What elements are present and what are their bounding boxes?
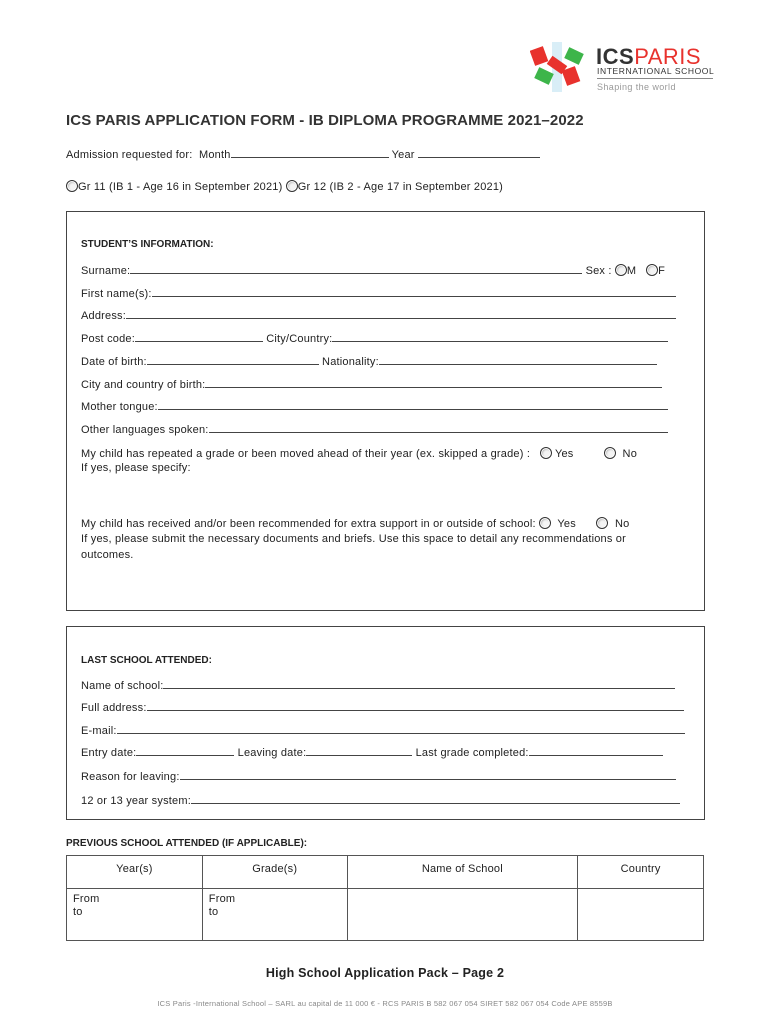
grade-12-radio[interactable] bbox=[286, 180, 298, 192]
page-footer-legal: ICS Paris -International School – SARL au capital de 11 000 € - RCS PARIS B 582 067 054 SIRET 582 067 054 Code APE 8559B bbox=[157, 999, 613, 1008]
support-note-1: If yes, please submit the necessary documents and briefs. Use this space to detail any recommendations or bbox=[81, 533, 626, 545]
school-address-line: Full address: bbox=[81, 701, 684, 714]
sex-female-radio[interactable] bbox=[646, 264, 658, 276]
grade-11-radio[interactable] bbox=[66, 180, 78, 192]
other-languages-field[interactable] bbox=[209, 423, 668, 433]
repeated-no-radio[interactable] bbox=[604, 447, 616, 459]
form-title: ICS PARIS APPLICATION FORM - IB DIPLOMA PROGRAMME 2021–2022 bbox=[66, 112, 584, 129]
column-header-country: Country bbox=[578, 856, 704, 889]
school-name-cell[interactable] bbox=[347, 889, 578, 941]
address-line: Address: bbox=[81, 309, 676, 322]
logo-mark-icon bbox=[530, 42, 590, 94]
support-note-2: outcomes. bbox=[81, 549, 134, 561]
birth-place-line: City and country of birth: bbox=[81, 378, 662, 391]
school-email-field[interactable] bbox=[117, 724, 685, 734]
admission-year-field[interactable] bbox=[418, 148, 540, 158]
logo-divider bbox=[597, 78, 713, 79]
column-header-school-name: Name of School bbox=[347, 856, 578, 889]
leaving-date-field[interactable] bbox=[306, 746, 412, 756]
previous-school-table bbox=[66, 855, 704, 941]
logo-tagline: Shaping the world bbox=[597, 82, 676, 92]
birth-place-field[interactable] bbox=[205, 378, 662, 388]
sex-male-radio[interactable] bbox=[615, 264, 627, 276]
address-field[interactable] bbox=[126, 309, 676, 319]
logo-subtitle: INTERNATIONAL SCHOOL bbox=[597, 66, 715, 76]
year-system-line: 12 or 13 year system: bbox=[81, 794, 680, 807]
first-names-field[interactable] bbox=[152, 287, 676, 297]
other-languages-line: Other languages spoken: bbox=[81, 423, 668, 436]
school-name-line: Name of school: bbox=[81, 679, 675, 692]
school-dates-line: Entry date: Leaving date: Last grade completed: bbox=[81, 746, 663, 759]
post-code-field[interactable] bbox=[135, 332, 263, 342]
student-info-heading: STUDENT’S INFORMATION: bbox=[81, 239, 214, 250]
support-line: My child has received and/or been recommended for extra support in or outside of school: Yes No bbox=[81, 518, 630, 530]
table-header-row bbox=[67, 856, 704, 889]
repeated-grade-line: My child has repeated a grade or been moved ahead of their year (ex. skipped a grade) : Yes No bbox=[81, 448, 638, 460]
school-email-line: E-mail: bbox=[81, 724, 685, 737]
table-row bbox=[67, 889, 704, 941]
mother-tongue-field[interactable] bbox=[158, 400, 668, 410]
postcode-city-line: Post code: City/Country: bbox=[81, 332, 668, 345]
dob-nationality-line: Date of birth: Nationality: bbox=[81, 355, 657, 368]
column-header-grades: Grade(s) bbox=[202, 856, 347, 889]
nationality-field[interactable] bbox=[379, 355, 657, 365]
country-cell[interactable] bbox=[578, 889, 704, 941]
city-country-field[interactable] bbox=[332, 332, 668, 342]
previous-school-heading: PREVIOUS SCHOOL ATTENDED (IF APPLICABLE): bbox=[66, 838, 308, 849]
mother-tongue-line: Mother tongue: bbox=[81, 400, 668, 413]
entry-date-field[interactable] bbox=[136, 746, 234, 756]
support-yes-radio[interactable] bbox=[539, 517, 551, 529]
page-footer-title: High School Application Pack – Page 2 bbox=[265, 966, 505, 980]
grade-options bbox=[66, 180, 503, 193]
admission-month-field[interactable] bbox=[231, 148, 389, 158]
grade-12-label: Gr 12 (IB 2 - Age 17 in September 2021) bbox=[297, 181, 504, 193]
years-cell[interactable]: From to bbox=[67, 889, 203, 941]
repeated-yes-radio[interactable] bbox=[540, 447, 552, 459]
leaving-reason-line: Reason for leaving: bbox=[81, 770, 676, 783]
first-names-line: First name(s): bbox=[81, 287, 676, 300]
year-system-field[interactable] bbox=[191, 794, 680, 804]
surname-line: Surname: Sex : M F bbox=[81, 265, 665, 277]
school-address-field[interactable] bbox=[147, 701, 684, 711]
admission-line: Admission requested for: Month Year bbox=[66, 148, 540, 161]
logo-name: ICSPARIS bbox=[596, 44, 702, 69]
grades-cell[interactable]: From to bbox=[202, 889, 347, 941]
date-of-birth-field[interactable] bbox=[147, 355, 319, 365]
grade-11-label: Gr 11 (IB 1 - Age 16 in September 2021) bbox=[78, 181, 283, 193]
ics-paris-logo bbox=[530, 42, 730, 94]
column-header-years: Year(s) bbox=[67, 856, 203, 889]
repeated-specify-label: If yes, please specify: bbox=[81, 462, 191, 474]
surname-field[interactable] bbox=[130, 264, 582, 274]
support-no-radio[interactable] bbox=[596, 517, 608, 529]
last-school-heading: LAST SCHOOL ATTENDED: bbox=[81, 655, 212, 666]
leaving-reason-field[interactable] bbox=[180, 770, 676, 780]
school-name-field[interactable] bbox=[163, 679, 675, 689]
last-grade-field[interactable] bbox=[529, 746, 663, 756]
